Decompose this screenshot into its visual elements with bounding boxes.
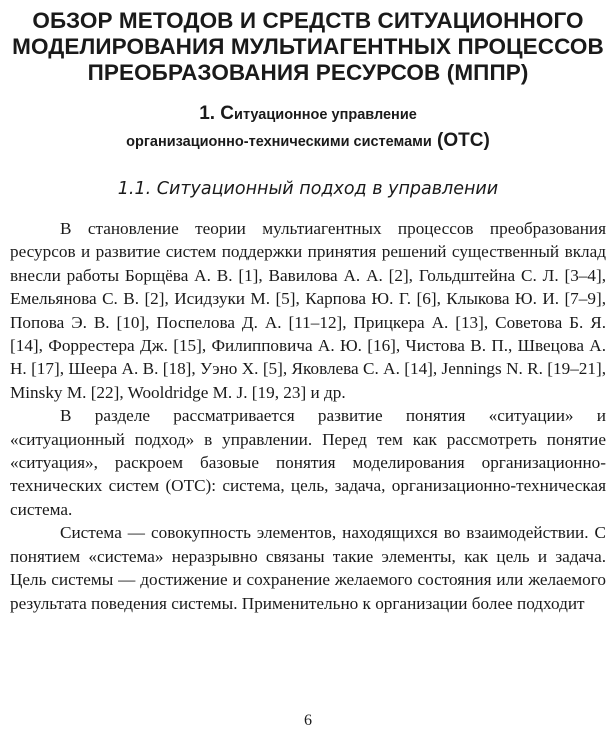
paragraph: Система — совокупность элементов, находящихся во взаимодействии. С понятием «система» неразрывно связаны такие элементы, как цель и задача. Цель системы — достижение и сохранение желаемого состояния или желаемого результата поведения системы. Применительно к организации более подходит [10, 523, 606, 613]
section-abbreviation: (ОТС) [431, 130, 490, 151]
subsection-heading: 1.1. Ситуационный подход в управлении [117, 179, 499, 199]
page-number: 6 [304, 712, 312, 729]
section-heading-line-1 [10, 100, 606, 127]
section-heading [10, 100, 606, 154]
document-body [10, 217, 606, 615]
section-heading-text-1: итуационное управление [234, 107, 417, 123]
section-heading-text-2: организационно-техническими системами [126, 134, 432, 150]
section-heading-line-2 [10, 127, 606, 154]
paragraph: В становление теории мультиагентных процессов преобразования ресурсов и развитие систем поддержки принятия решений существенный вклад внесли работы Борщёва А. В. [1], Вавилова А. А. [2], Гольдштейна С. Л. [3–4], Емельянова С. В. [2], Исидзуки М. [5], Карпова Ю. Г. [6], Клыкова Ю. И. [7–9], Попова Э. В. [10], Поспелова Д. А. [11–12], Прицкера А. [13], Советова Б. Я. [14], Форрестера Дж. [15], Филипповича А. Ю. [16], Чистова В. П., Швецова А. Н. [17], Шеера А. В. [18], Уэно Х. [5], Яковлева С. А. [14], Jennings N. R. [19–21], Minsky M. [22], Wooldridge M. J. [19, 23] и др. [10, 219, 606, 402]
section-number: 1. С [199, 103, 235, 124]
document-title: ОБЗОР МЕТОДОВ И СРЕДСТВ СИТУАЦИОННОГО МОДЕЛИРОВАНИЯ МУЛЬТИАГЕНТНЫХ ПРОЦЕССОВ ПРЕОБРАЗОВАНИЯ РЕСУРСОВ (МППР) [12, 8, 604, 85]
paragraph: В разделе рассматривается развитие понятия «ситуации» и «ситуационный подход» в управлении. Перед тем как рассмотреть понятие «ситуация», раскроем базовые понятия моделирования организационно-технических систем (ОТС): система, цель, задача, организационно-техническая система. [10, 406, 606, 519]
